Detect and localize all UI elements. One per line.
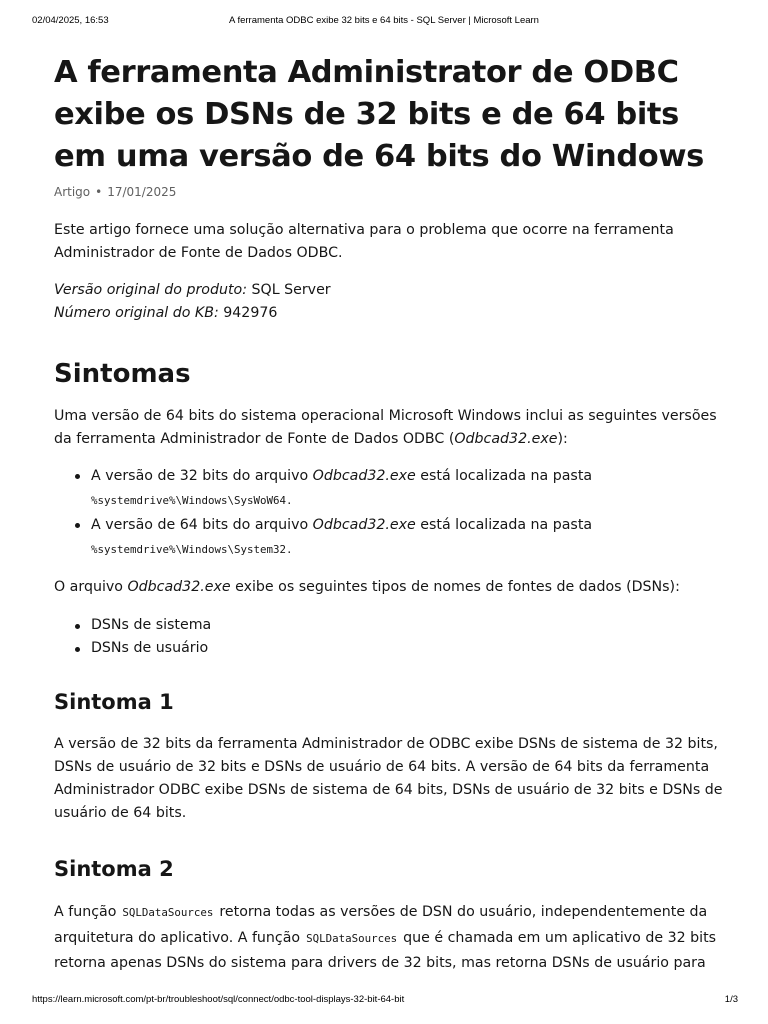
kb-label: Número original do KB: [54, 305, 219, 321]
print-header [0, 15, 768, 31]
symptoms-p2-end: exibe os seguintes tipos de nomes de fontes de dados (DSNs): [230, 579, 680, 595]
sqldatasources-code: SQLDataSources [306, 931, 398, 945]
symptoms-heading: Sintomas [54, 359, 191, 389]
print-page-title: A ferramenta ODBC exibe 32 bits e 64 bits - SQL Server | Microsoft Learn [229, 15, 539, 26]
print-page-number: 1/3 [724, 994, 738, 1005]
article-content [54, 52, 724, 976]
list-item: DSNs de usuário [54, 637, 724, 660]
symptom-1-text: A versão de 32 bits da ferramenta Administrador de ODBC exibe DSNs de sistema de 32 bits, DSNs de usuário de 32 bits e DSNs de usuário de 64 bits. A versão de 64 bits da ferramenta Administrador ODBC exibe DSNs de sistema de 64 bits, DSNs de usuário de 32 bits e DSNs de usuário de 64 bits. [54, 736, 723, 821]
bullet-text: A versão de 32 bits do arquivo [91, 468, 313, 484]
product-label: Versão original do produto: [54, 282, 247, 298]
print-footer [0, 994, 768, 1010]
symptom-2-text-c: que é chamada em um aplicativo de 32 bits retorna apenas DSNs do sistema para drivers de 32 bits, mas retorna DSNs de usuário para [54, 929, 717, 971]
dsn-type-list [54, 614, 724, 660]
symptoms-p1-end: ): [557, 431, 568, 447]
symptom-2-heading: Sintoma 2 [54, 857, 174, 881]
symptoms-paragraph-2 [54, 576, 724, 599]
symptoms-p2-text: O arquivo [54, 579, 128, 595]
article-type: Artigo [54, 185, 91, 199]
bullet-file: Odbcad32.exe [312, 468, 416, 484]
kb-line [54, 302, 724, 325]
sqldatasources-code: SQLDataSources [122, 906, 214, 919]
article-date: 17/01/2025 [107, 185, 177, 199]
symptoms-p1-file: Odbcad32.exe [454, 431, 558, 447]
print-url: https://learn.microsoft.com/pt-br/troubleshoot/sql/connect/odbc-tool-displays-32-bit-64-bit [32, 994, 405, 1005]
symptom-2-text-b: retorna todas as versões de DSN do usuário, independentemente da arquitetura do aplicativo. A função [54, 904, 708, 946]
folder-path: %systemdrive%\Windows\System32. [91, 543, 293, 556]
version-info [54, 279, 724, 325]
article-intro: Este artigo fornece uma solução alternativa para o problema que ocorre na ferramenta Administrador de Fonte de Dados ODBC. [54, 222, 674, 261]
exe-location-list [54, 464, 724, 562]
list-item [54, 464, 724, 513]
kb-value: 942976 [223, 305, 278, 321]
symptom-1-heading: Sintoma 1 [54, 690, 174, 714]
list-item [54, 513, 724, 562]
bullet-text-end: está localizada na pasta [415, 468, 593, 484]
symptoms-p1-text: Uma versão de 64 bits do sistema operacional Microsoft Windows inclui as seguintes versões da ferramenta Administrador de Fonte de Dados ODBC ( [54, 408, 717, 447]
print-datetime: 02/04/2025, 16:53 [32, 15, 109, 26]
folder-path: %systemdrive%\Windows\SysWoW64. [91, 494, 293, 507]
meta-separator: • [95, 185, 103, 199]
symptom-2-text [54, 900, 724, 976]
product-line [54, 279, 724, 302]
list-item: DSNs de sistema [54, 614, 724, 637]
product-value: SQL Server [251, 282, 331, 298]
article-meta [54, 184, 724, 200]
symptoms-p2-file: Odbcad32.exe [127, 579, 231, 595]
bullet-text-end: está localizada na pasta [415, 517, 593, 533]
article-title: A ferramenta Administrator de ODBC exibe os DSNs de 32 bits e de 64 bits em uma versão de 64 bits do Windows [54, 55, 704, 174]
symptom-2-text-a: A função [54, 904, 117, 920]
bullet-file: Odbcad32.exe [312, 517, 416, 533]
bullet-text: A versão de 64 bits do arquivo [91, 517, 313, 533]
symptoms-paragraph-1 [54, 405, 724, 451]
